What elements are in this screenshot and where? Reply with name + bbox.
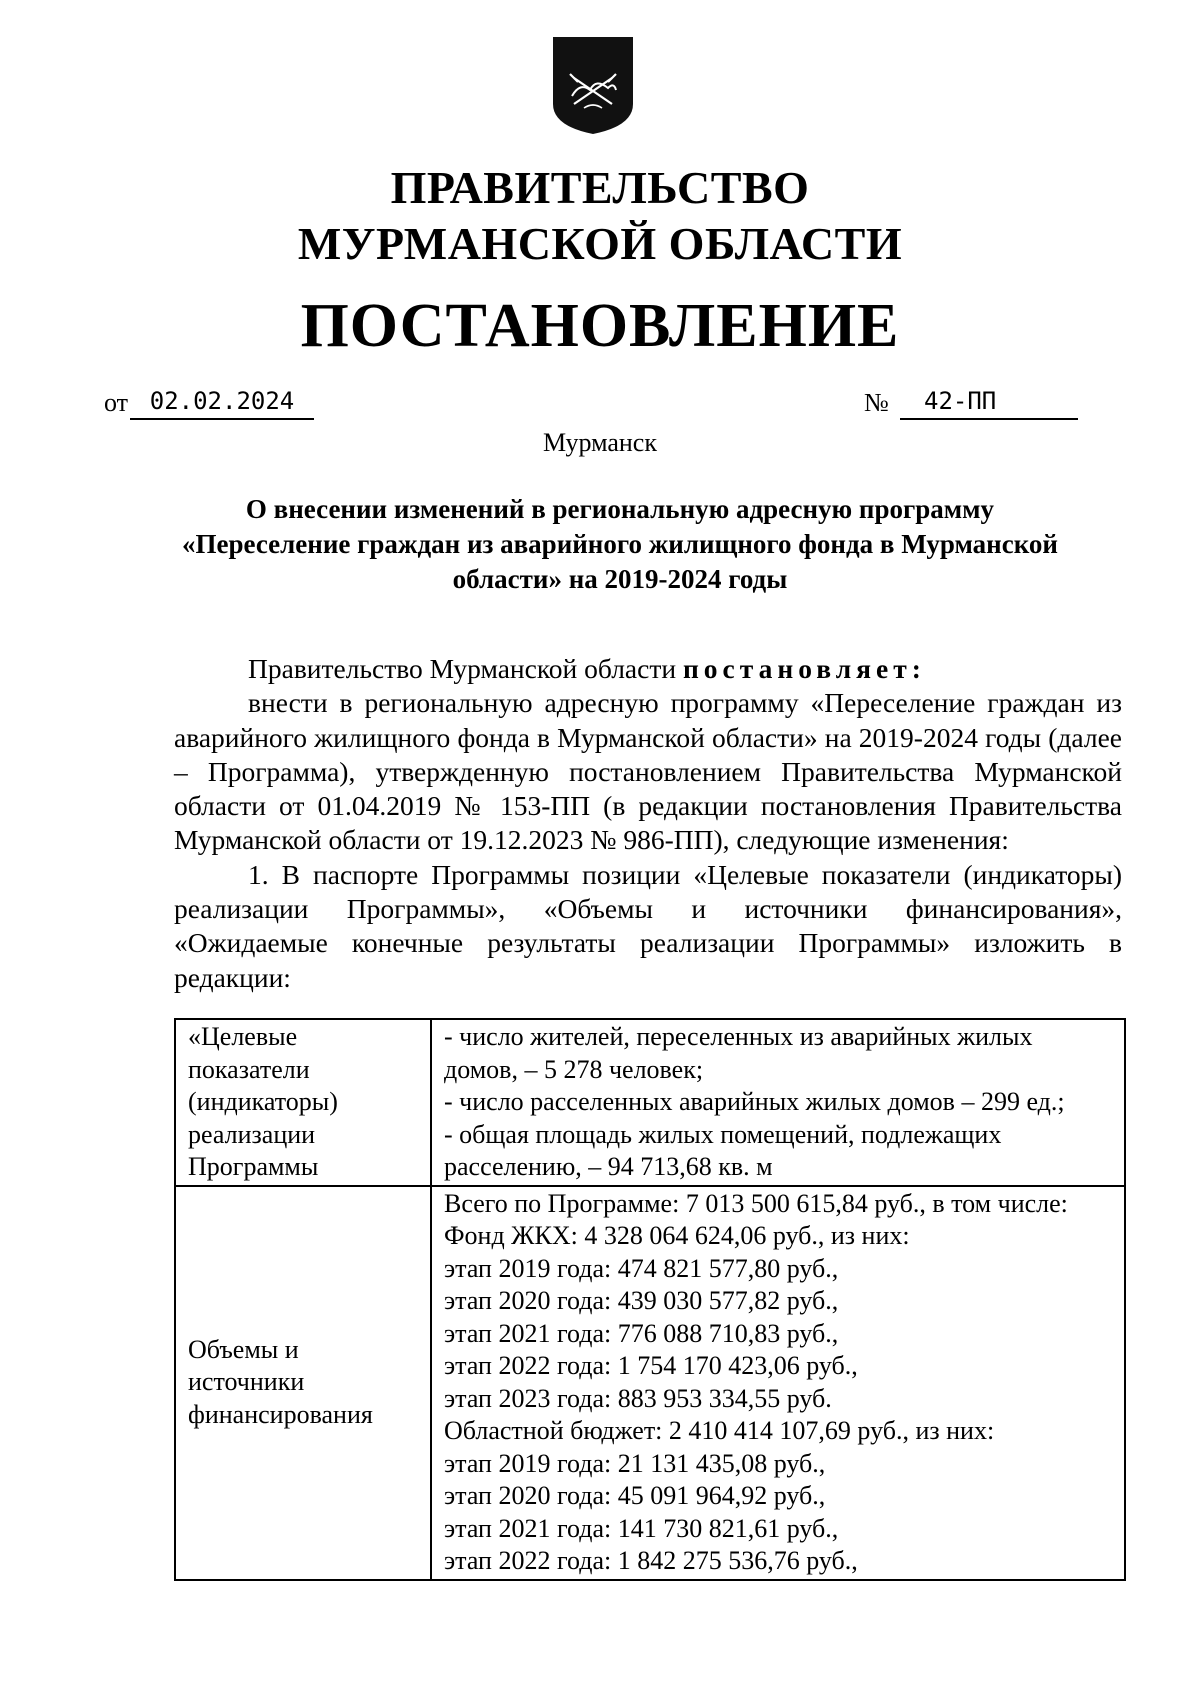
- table-row: [175, 1019, 1125, 1186]
- resolves-keyword: постановляет:: [682, 653, 926, 684]
- table-label-cell: [175, 1186, 431, 1580]
- table-content-line: Фонд ЖКХ: 4 328 064 624,06 руб., из них:: [444, 1221, 910, 1250]
- table-label-line: финансирования: [188, 1399, 373, 1429]
- table-label-line: Программы: [188, 1152, 319, 1181]
- table-content-line: расселению, – 94 713,68 кв. м: [444, 1152, 773, 1181]
- number-prefix: №: [864, 388, 889, 417]
- body-paragraph-3: 1. В паспорте Программы позиции «Целевые показатели (индикаторы) реализации Программы», «Объемы и источники финансирования», «Ожидаемые конечные результаты реализации Программы» изложить в редакции:: [174, 858, 1122, 993]
- table-label-line: Объемы и: [188, 1334, 299, 1364]
- table-content-line: этап 2021 года: 776 088 710,83 руб.,: [444, 1318, 839, 1348]
- date-prefix: от: [104, 388, 129, 417]
- table-content-line: Всего по Программе: 7 013 500 615,84 руб., в том числе:: [444, 1188, 1068, 1218]
- table-content-line: - общая площадь жилых помещений, подлежащих: [444, 1119, 1002, 1149]
- table-content-line: этап 2022 года: 1 754 170 423,06 руб.,: [444, 1351, 858, 1380]
- body-paragraph-1-text: Правительство Мурманской области: [248, 653, 683, 684]
- gov-line-2: МУРМАНСКОЙ ОБЛАСТИ: [297, 218, 903, 269]
- body-paragraph-1: [174, 652, 1122, 686]
- table-content-line: - число расселенных аварийных жилых домов – 299 ед.;: [444, 1087, 1065, 1116]
- document-number: 42-ПП: [900, 384, 1078, 420]
- table-content-line: этап 2021 года: 141 730 821,61 руб.,: [444, 1513, 839, 1543]
- table-label-line: источники: [188, 1367, 305, 1397]
- coat-of-arms-icon: [550, 34, 636, 136]
- table-content-line: этап 2020 года: 439 030 577,82 руб.,: [444, 1286, 839, 1315]
- city: Мурманск: [543, 428, 657, 457]
- government-title: [0, 160, 1200, 272]
- passport-table: [174, 1018, 1126, 1581]
- table-content-cell: [431, 1019, 1125, 1186]
- table-content-line: Областной бюджет: 2 410 414 107,69 руб., из них:: [444, 1416, 995, 1445]
- table-label-line: (индикаторы): [188, 1087, 338, 1116]
- body-paragraph-2: внести в региональную адресную программу «Переселение граждан из аварийного жилищного фонда в Мурманской области» на 2019-2024 годы (далее – Программа), утвержденную постановлением Правительства Мурманской области от 01.04.2019 № 153-ПП (в редакции постановления Правительства Мурманской области от 19.12.2023 № 986-ПП), следующие изменения:: [174, 687, 1122, 856]
- subject-line-1: О внесении изменений в региональную адресную программу: [245, 494, 995, 524]
- subject-line-2: «Переселение граждан из аварийного жилищного фонда в Мурманской: [182, 529, 1058, 559]
- table-content-line: - число жителей, переселенных из аварийных жилых: [444, 1022, 1033, 1051]
- document-body: [174, 652, 1122, 995]
- document-date: 02.02.2024: [130, 384, 314, 420]
- table-label-line: показатели: [188, 1054, 310, 1084]
- date-number-row: [0, 384, 1200, 424]
- table-content-line: этап 2020 года: 45 091 964,92 руб.,: [444, 1481, 826, 1510]
- document-type: ПОСТАНОВЛЕНИЕ: [300, 292, 900, 360]
- table-label-line: «Целевые: [188, 1022, 298, 1051]
- table-label-cell: [175, 1019, 431, 1186]
- table-content-line: этап 2019 года: 474 821 577,80 руб.,: [444, 1253, 839, 1283]
- table-content-line: этап 2023 года: 883 953 334,55 руб.: [444, 1383, 832, 1413]
- table-content-cell: [431, 1186, 1125, 1580]
- table-content-line: этап 2022 года: 1 842 275 536,76 руб.,: [444, 1546, 858, 1575]
- table-row: [175, 1186, 1125, 1580]
- subject-line-3: области» на 2019-2024 годы: [452, 564, 788, 594]
- table-content-line: этап 2019 года: 21 131 435,08 руб.,: [444, 1448, 826, 1478]
- gov-line-1: ПРАВИТЕЛЬСТВО: [390, 162, 810, 213]
- table-label-line: реализации: [188, 1119, 316, 1149]
- table-content-line: домов, – 5 278 человек;: [444, 1054, 704, 1084]
- document-subject: [140, 492, 1100, 597]
